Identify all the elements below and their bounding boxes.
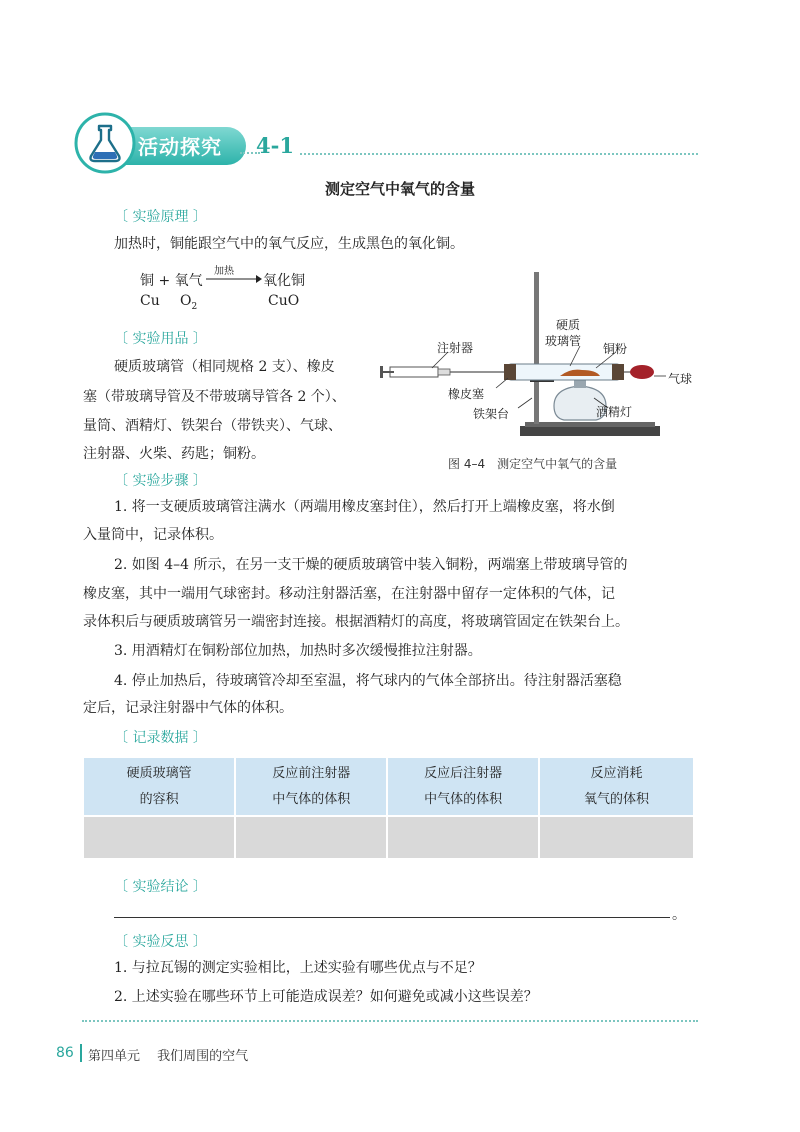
conclusion-blank-line[interactable]	[114, 917, 670, 918]
materials-line-3: 量筒、酒精灯、铁架台（带铁夹）、气球、	[83, 418, 342, 434]
stand-rod	[534, 272, 539, 424]
table-row	[84, 816, 694, 858]
step-line-4: 橡皮塞，其中一端用气球密封。移动注射器活塞，在注射器中留存一定体积的气体，记	[83, 586, 615, 602]
step-line-3: 2. 如图 4–4 所示，在另一支干燥的硬质玻璃管中装入铜粉，两端塞上带玻璃导管的	[114, 557, 628, 573]
equation-product: 氧化铜	[263, 273, 305, 289]
label-glass-tube: 玻璃管	[545, 334, 582, 348]
materials-line-1: 硬质玻璃管（相同规格 2 支）、橡皮	[114, 359, 335, 375]
syringe-barrel	[390, 367, 438, 377]
principle-text: 加热时，铜能跟空气中的氧气反应，生成黑色的氧化铜。	[114, 236, 464, 252]
label-hard: 硬质	[556, 318, 581, 332]
flask-icon	[74, 112, 136, 174]
step-line-1: 1. 将一支硬质玻璃管注满水（两端用橡皮塞封住），然后打开上端橡皮塞，将水倒	[114, 499, 615, 515]
formula-o2: $O_2$	[180, 293, 198, 312]
table-cell[interactable]	[387, 816, 539, 858]
table-header-cell: 反应前注射器 中气体的体积	[235, 758, 387, 816]
stand-base	[520, 426, 660, 436]
activity-number: 4-1	[256, 133, 294, 158]
equation-reactants: 铜 + 氧气	[140, 273, 203, 289]
formula-cuo: CuO	[268, 293, 300, 309]
figure-caption: 图 4–4 测定空气中氧气的含量	[448, 457, 618, 471]
label-stand: 铁架台	[473, 407, 510, 421]
label-copper-powder: 铜粉	[603, 342, 628, 356]
materials-line-4: 注射器、火柴、药匙；铜粉。	[83, 446, 265, 462]
conclusion-heading: 〔 实验结论 〕	[114, 879, 207, 895]
label-balloon: 气球	[668, 372, 693, 386]
step-line-5: 录体积后与硬质玻璃管另一端密封连接。根据酒精灯的高度，将玻璃管固定在铁架台上。	[83, 614, 629, 630]
reflection-line-2: 2. 上述实验在哪些环节上可能造成误差？如何避免或减小这些误差？	[114, 989, 538, 1005]
table-header-cell: 硬质玻璃管 的容积	[84, 758, 236, 816]
reaction-arrow-icon	[206, 274, 262, 284]
step-line-8: 定后，记录注射器中气体的体积。	[83, 700, 293, 716]
balloon	[630, 365, 654, 379]
table-header-cell: 反应消耗 氧气的体积	[539, 758, 693, 816]
table-header-cell: 反应后注射器 中气体的体积	[387, 758, 539, 816]
stopper-right	[612, 364, 624, 380]
page-number: 86	[56, 1045, 74, 1061]
principle-heading: 〔 实验原理 〕	[114, 209, 207, 225]
materials-heading: 〔 实验用品 〕	[114, 331, 207, 347]
footer-dotted-line	[82, 1020, 698, 1022]
step-line-2: 入量筒中，记录体积。	[83, 527, 223, 543]
stopper-left	[504, 364, 516, 380]
apparatus-figure	[380, 268, 700, 448]
step-line-7: 4. 停止加热后，待玻璃管冷却至室温，将气球内的气体全部挤出。待注射器活塞稳	[114, 673, 622, 689]
record-heading: 〔 记录数据 〕	[114, 730, 207, 746]
table-cell[interactable]	[235, 816, 387, 858]
materials-line-2: 塞（带玻璃导管及不带玻璃导管各 2 个）、	[83, 389, 346, 405]
steps-heading: 〔 实验步骤 〕	[114, 473, 207, 489]
footer-divider	[80, 1044, 82, 1062]
label-syringe: 注射器	[437, 341, 474, 355]
table-cell[interactable]	[539, 816, 693, 858]
label-lamp: 酒精灯	[596, 405, 633, 419]
record-table	[83, 757, 693, 858]
footer-unit-title: 第四单元 我们周围的空气	[88, 1049, 249, 1064]
banner-label: 活动探究	[138, 135, 222, 159]
formula-cu: Cu	[140, 293, 160, 309]
table-header-row	[84, 758, 694, 816]
reflection-line-1: 1. 与拉瓦锡的测定实验相比，上述实验有哪些优点与不足？	[114, 960, 482, 976]
banner-dotted-line	[300, 153, 698, 155]
step-line-6: 3. 用酒精灯在铜粉部位加热，加热时多次缓慢推拉注射器。	[114, 643, 482, 659]
conclusion-end-mark: 。	[672, 907, 686, 923]
page-title: 测定空气中氧气的含量	[324, 180, 475, 198]
table-cell[interactable]	[84, 816, 236, 858]
reflection-heading: 〔 实验反思 〕	[114, 934, 207, 950]
equation-condition: 加热	[214, 266, 234, 277]
label-stopper: 橡皮塞	[448, 387, 485, 401]
glass-tube	[508, 364, 620, 380]
